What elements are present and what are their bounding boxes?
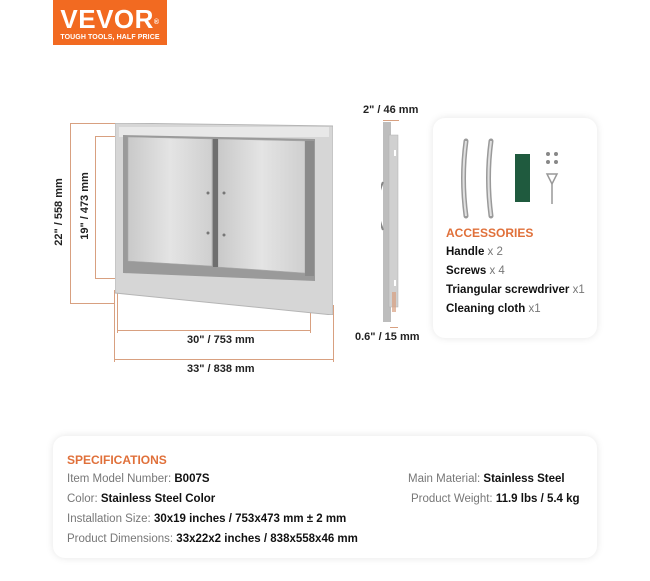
spec-product-dimensions: Product Dimensions: 33x22x2 inches / 838x558x46 mm — [67, 533, 358, 545]
inner-width-label: 30" / 753 mm — [187, 334, 255, 346]
vevor-logo — [53, 0, 167, 45]
inner-width-line — [117, 330, 310, 331]
outer-width-tick-right — [333, 305, 334, 362]
registered-mark: ® — [153, 19, 160, 26]
screws-icon — [546, 152, 558, 164]
triangular-screwdriver-icon — [547, 174, 557, 204]
handle-icon — [464, 141, 467, 216]
specifications-card — [53, 436, 597, 558]
outer-width-label: 33" / 838 mm — [187, 363, 255, 375]
flange-line — [390, 327, 398, 328]
accessories-card — [433, 118, 597, 338]
accessory-item: Triangular screwdriver x1 — [446, 284, 585, 296]
accessories-image — [453, 136, 583, 221]
logo-brand: VEVOR — [60, 4, 154, 34]
outer-width-line — [114, 359, 333, 360]
logo-tagline: TOUGH TOOLS, HALF PRICE — [60, 34, 160, 41]
accessory-item: Cleaning cloth x1 — [446, 303, 541, 315]
door-side-profile-image — [381, 120, 401, 325]
spec-model-number: Item Model Number: B007S — [67, 473, 210, 485]
spec-product-weight: Product Weight: 11.9 lbs / 5.4 kg — [411, 493, 580, 505]
spec-main-material: Main Material: Stainless Steel — [408, 473, 565, 485]
spec-color: Color: Stainless Steel Color — [67, 493, 216, 505]
outer-height-tick-bottom — [70, 303, 115, 304]
depth-label: 2" / 46 mm — [363, 104, 419, 116]
outer-height-tick-top — [70, 123, 115, 124]
outer-height-line — [70, 123, 71, 303]
accessories-title: ACCESSORIES — [446, 226, 534, 240]
specifications-title: SPECIFICATIONS — [67, 453, 167, 467]
inner-height-line — [95, 136, 96, 278]
handle-icon — [489, 141, 492, 216]
accessory-item: Handle x 2 — [446, 246, 503, 258]
spec-installation-size: Installation Size: 30x19 inches / 753x473 mm ± 2 mm — [67, 513, 347, 525]
outer-height-label: 22" / 558 mm — [53, 178, 65, 246]
cleaning-cloth-icon — [515, 154, 530, 202]
inner-height-label: 19" / 473 mm — [79, 172, 91, 240]
double-door-front-image — [115, 123, 333, 315]
flange-label: 0.6" / 15 mm — [355, 331, 420, 343]
accessory-item: Screws x 4 — [446, 265, 505, 277]
